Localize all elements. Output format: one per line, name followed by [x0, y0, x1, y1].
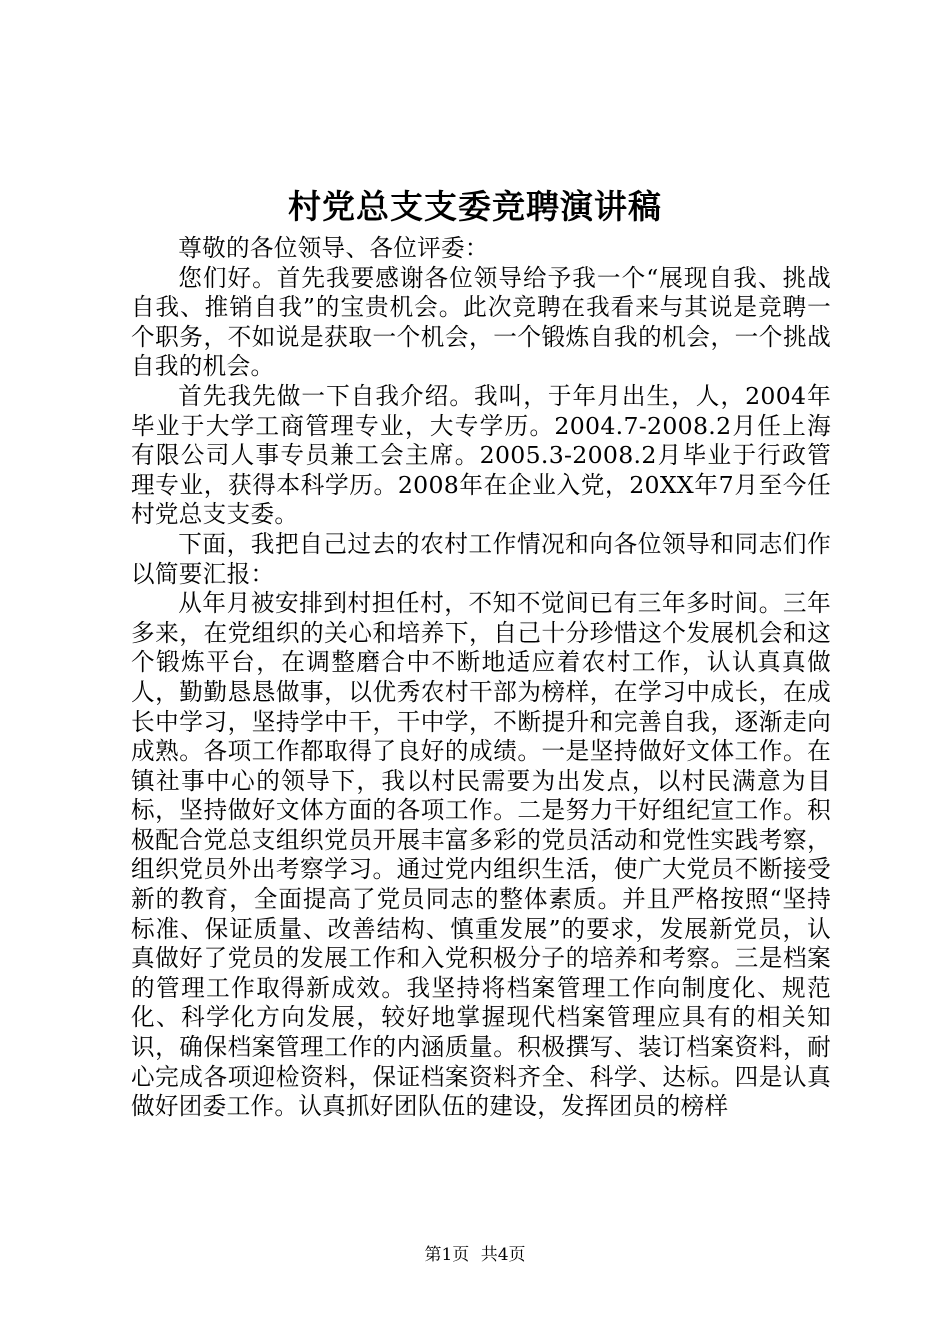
- salutation: 尊敬的各位领导、各位评委：: [178, 234, 489, 262]
- document-body: [131, 234, 831, 1122]
- page-number: 第1页: [424, 1245, 470, 1265]
- document-title: 村党总支支委竞聘演讲稿: [288, 187, 662, 226]
- paragraph: 首先我先做一下自我介绍。我叫，于年月出生，人，2004年毕业于大学工商管理专业，大专学历。2004.7-2008.2月任上海有限公司人事专员兼工会主席。2005.3-2008.2月毕业于行政管理专业，获得本科学历。2008年在企业入党，20XX年7月至今任村党总支支委。: [131, 381, 831, 529]
- page-footer: [0, 1243, 950, 1267]
- page-total: 共4页: [480, 1245, 526, 1265]
- paragraph: 您们好。首先我要感谢各位领导给予我一个“展现自我、挑战自我、推销自我”的宝贵机会。此次竞聘在我看来与其说是竞聘一个职务，不如说是获取一个机会，一个锻炼自我的机会，一个挑战自我的机会。: [131, 263, 831, 381]
- paragraph: 下面，我把自己过去的农村工作情况和向各位领导和同志们作以简要汇报：: [131, 529, 831, 588]
- paragraph: 从年月被安排到村担任村，不知不觉间已有三年多时间。三年多来，在党组织的关心和培养下，自己十分珍惜这个发展机会和这个锻炼平台，在调整磨合中不断地适应着农村工作，认认真真做人，勤勤恳恳做事，以优秀农村干部为榜样，在学习中成长，在成长中学习，坚持学中干，干中学，不断提升和完善自我，逐渐走向成熟。各项工作都取得了良好的成绩。一是坚持做好文体工作。在镇社事中心的领导下，我以村民需要为出发点，以村民满意为目标，坚持做好文体方面的各项工作。二是努力干好组纪宣工作。积极配合党总支组织党员开展丰富多彩的党员活动和党性实践考察，组织党员外出考察学习。通过党内组织生活，使广大党员不断接受新的教育，全面提高了党员同志的整体素质。并且严格按照“坚持标准、保证质量、改善结构、慎重发展”的要求，发展新党员，认真做好了党员的发展工作和入党积极分子的培养和考察。三是档案的管理工作取得新成效。我坚持将档案管理工作向制度化、规范化、科学化方向发展，较好地掌握现代档案管理应具有的相关知识，确保档案管理工作的内涵质量。积极撰写、装订档案资料，耐心完成各项迎检资料，保证档案资料齐全、科学、达标。四是认真做好团委工作。认真抓好团队伍的建设，发挥团员的榜样: [131, 589, 831, 1121]
